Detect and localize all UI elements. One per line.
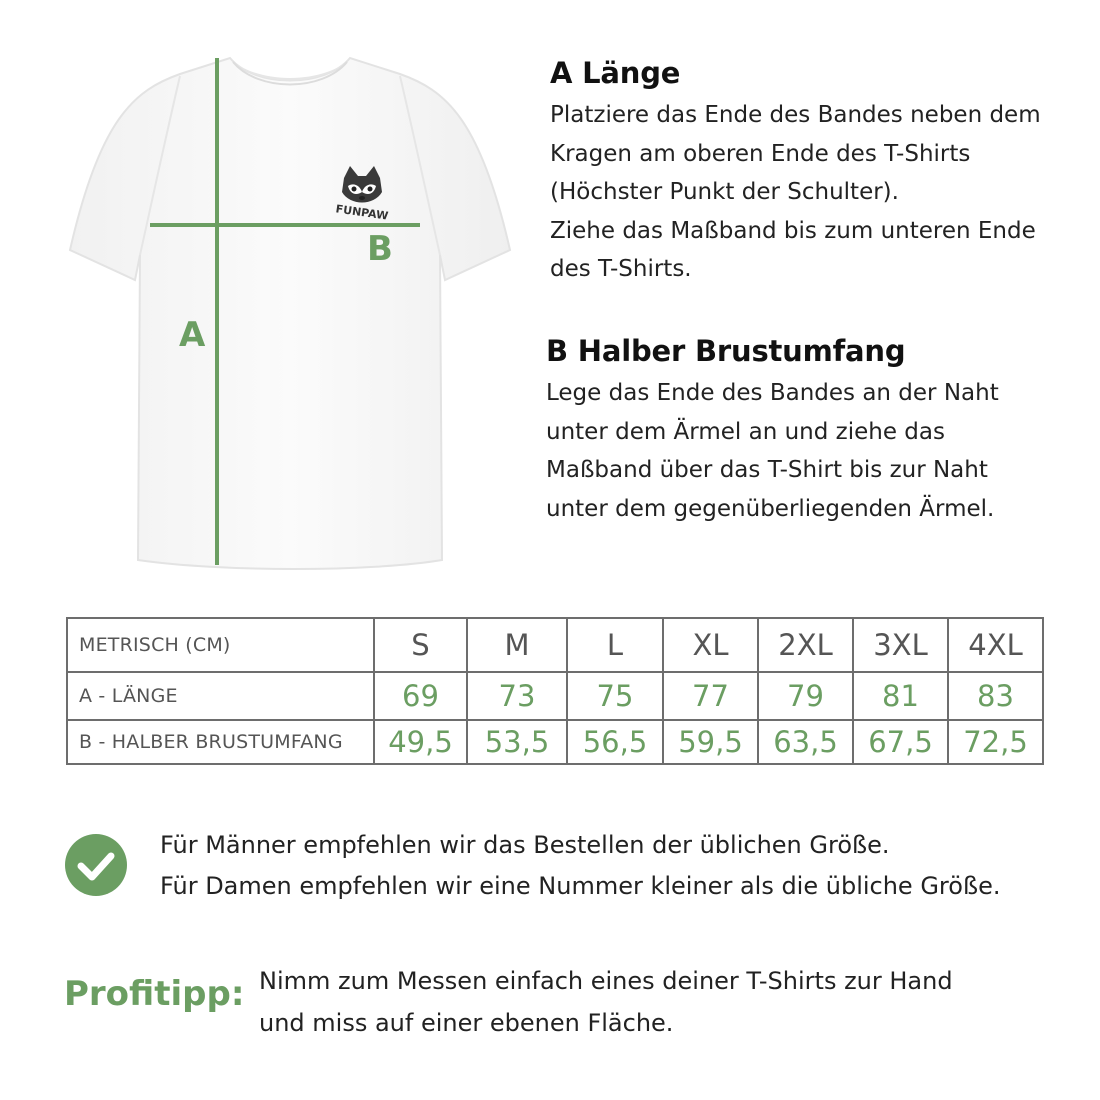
size-header: XL <box>663 618 758 672</box>
size-table <box>66 617 1044 765</box>
pro-tip-label: Profitipp: <box>64 974 245 1014</box>
size-header: S <box>374 618 467 672</box>
table-cell: 72,5 <box>948 720 1043 764</box>
section-chest-line: unter dem Ärmel an und ziehe das <box>546 418 945 445</box>
table-cell: 63,5 <box>758 720 853 764</box>
label-a: A <box>179 315 206 355</box>
table-cell: 83 <box>948 672 1043 720</box>
size-header: L <box>567 618 663 672</box>
check-circle-icon <box>64 833 128 897</box>
section-length-title: A Länge <box>550 56 681 90</box>
size-header: 4XL <box>948 618 1043 672</box>
pro-tip-line: und miss auf einer ebenen Fläche. <box>259 1009 674 1037</box>
size-header: 3XL <box>853 618 948 672</box>
size-header: 2XL <box>758 618 853 672</box>
tshirt-illustration <box>40 40 540 580</box>
table-cell: 73 <box>467 672 567 720</box>
section-length-line: des T-Shirts. <box>550 256 692 282</box>
recommendation-line: Für Männer empfehlen wir das Bestellen der üblichen Größe. <box>160 831 890 859</box>
section-length-line: Platziere das Ende des Bandes neben dem <box>550 102 1041 128</box>
section-length <box>550 56 1070 289</box>
section-chest-line: unter dem gegenüberliegenden Ärmel. <box>546 495 995 522</box>
table-cell: 69 <box>374 672 467 720</box>
label-b: B <box>367 229 393 269</box>
table-cell: 53,5 <box>467 720 567 764</box>
table-cell: 59,5 <box>663 720 758 764</box>
section-chest-title: B Halber Brustumfang <box>546 334 906 368</box>
section-chest-line: Lege das Ende des Bandes an der Naht <box>546 380 999 406</box>
pro-tip-text <box>259 960 953 1044</box>
row-label: B - HALBER BRUSTUMFANG <box>67 720 374 764</box>
section-chest-body <box>546 374 1066 528</box>
table-cell: 67,5 <box>853 720 948 764</box>
section-chest-line: Maßband über das T-Shirt bis zur Naht <box>546 457 988 483</box>
section-length-line: Ziehe das Maßband bis zum unteren Ende <box>550 217 1036 244</box>
table-header-row <box>67 618 1043 672</box>
table-cell: 75 <box>567 672 663 720</box>
table-cell: 79 <box>758 672 853 720</box>
pro-tip-line: Nimm zum Messen einfach eines deiner T-Shirts zur Hand <box>259 967 953 995</box>
table-cell: 77 <box>663 672 758 720</box>
tshirt-shape <box>70 58 510 569</box>
table-header-label: METRISCH (CM) <box>67 618 374 672</box>
table-row <box>67 720 1043 764</box>
section-length-line: Kragen am oberen Ende des T-Shirts <box>550 140 971 167</box>
section-chest <box>546 334 1066 528</box>
recommendation-line: Für Damen empfehlen wir eine Nummer kleiner als die übliche Größe. <box>160 872 1001 900</box>
section-length-body <box>550 96 1070 289</box>
logo-text: FUNPAW <box>334 202 390 223</box>
table-cell: 56,5 <box>567 720 663 764</box>
table-cell: 81 <box>853 672 948 720</box>
table-cell: 49,5 <box>374 720 467 764</box>
size-header: M <box>467 618 567 672</box>
table-row <box>67 672 1043 720</box>
section-length-line: (Höchster Punkt der Schulter). <box>550 179 899 205</box>
recommendation-text <box>160 825 1000 907</box>
row-label: A - LÄNGE <box>67 672 374 720</box>
